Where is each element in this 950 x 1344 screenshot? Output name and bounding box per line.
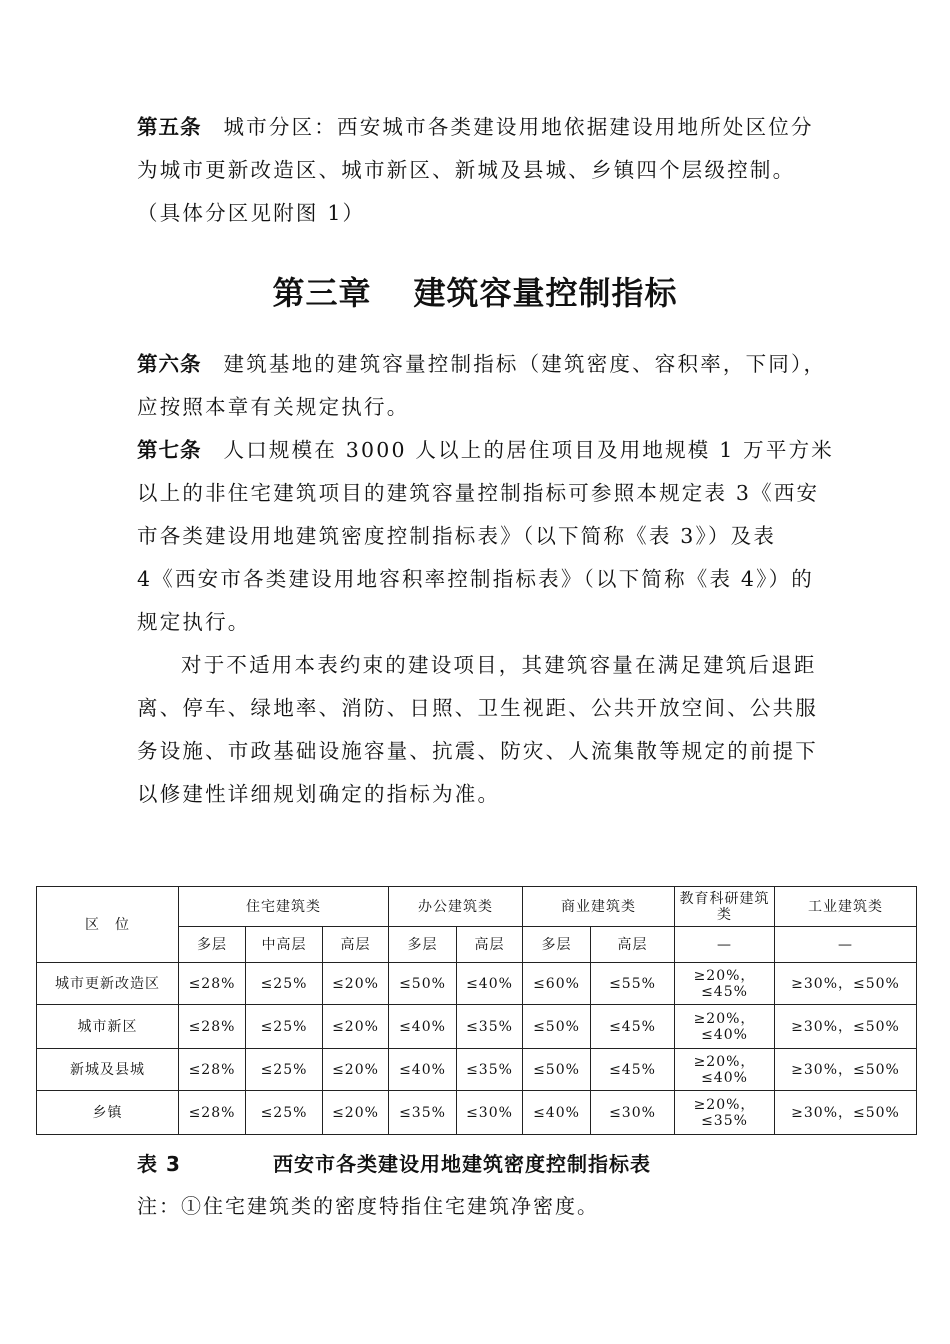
article-5-line-2: 为城市更新改造区、城市新区、新城及县城、乡镇四个层级控制。 [137, 158, 796, 182]
table-cell: ≤45% [591, 1049, 675, 1091]
chapter-heading [0, 268, 950, 314]
table-row [37, 963, 917, 1005]
article-6-line-1: 建筑基地的建筑容量控制指标（建筑密度、容积率，下同）， [223, 352, 827, 376]
table-cell: ≤28% [179, 1091, 246, 1135]
group-office: 办公建筑类 [389, 887, 523, 927]
table-cell: ≤45% [591, 1005, 675, 1049]
article-7-line-4: 4《西安市各类建设用地容积率控制指标表》（以下简称《表 4》）的 [137, 567, 814, 591]
article-7-line-3: 市各类建设用地建筑密度控制指标表》（以下简称《表 3》）及表 [137, 524, 777, 548]
table-row [37, 1005, 917, 1049]
article-6-label: 第六条 [137, 352, 202, 376]
table-cell: ≥20%，≤45% [675, 963, 775, 1005]
article-5 [137, 106, 827, 235]
article-7-label: 第七条 [137, 438, 202, 462]
table-cell: ≤60% [523, 963, 591, 1005]
table-cell: ≤50% [389, 963, 457, 1005]
sub-header: — [775, 927, 917, 963]
sub-header: — [675, 927, 775, 963]
table-cell: ≤20% [323, 1091, 389, 1135]
table-cell: ≥20%，≤40% [675, 1049, 775, 1091]
table-cell: ≤30% [457, 1091, 523, 1135]
sub-header: 高层 [323, 927, 389, 963]
paragraph-line-2: 离、停车、绿地率、消防、日照、卫生视距、公共开放空间、公共服 [137, 696, 818, 720]
table-note: 注：①住宅建筑类的密度特指住宅建筑净密度。 [137, 1194, 599, 1218]
sub-header: 中高层 [246, 927, 323, 963]
article-5-label: 第五条 [137, 115, 202, 139]
table-cell: ≤40% [457, 963, 523, 1005]
body-paragraph [137, 644, 827, 816]
sub-header: 多层 [523, 927, 591, 963]
paragraph-line-4: 以修建性详细规划确定的指标为准。 [137, 782, 501, 806]
table-cell: ≤40% [389, 1049, 457, 1091]
article-7-line-5: 规定执行。 [137, 610, 251, 634]
table-row [37, 1091, 917, 1135]
table-cell: ≤25% [246, 1005, 323, 1049]
article-5-line-1: 城市分区：西安城市各类建设用地依据建设用地所处区位分 [223, 115, 814, 139]
table-row [37, 1049, 917, 1091]
table-cell: ≤20% [323, 963, 389, 1005]
sub-header: 多层 [389, 927, 457, 963]
table-cell: ≤35% [389, 1091, 457, 1135]
sub-header: 多层 [179, 927, 246, 963]
row-area: 城市新区 [37, 1005, 179, 1049]
table-cell: ≥30%，≤50% [775, 1005, 917, 1049]
table-cell: ≤25% [246, 1049, 323, 1091]
paragraph-line-3: 务设施、市政基础设施容量、抗震、防灾、人流集散等规定的前提下 [137, 739, 818, 763]
table-cell: ≤30% [591, 1091, 675, 1135]
sub-header: 高层 [591, 927, 675, 963]
row-area: 城市更新改造区 [37, 963, 179, 1005]
table-header-row [37, 887, 917, 927]
chapter-title: 建筑容量控制指标 [413, 274, 678, 312]
group-education: 教育科研建筑类 [675, 887, 775, 927]
table-cell: ≥30%，≤50% [775, 1049, 917, 1091]
article-7-line-2: 以上的非住宅建筑项目的建筑容量控制指标可参照本规定表 3《西安 [137, 481, 820, 505]
table-cell: ≤40% [523, 1091, 591, 1135]
row-area: 新城及县城 [37, 1049, 179, 1091]
table-cell: ≤40% [389, 1005, 457, 1049]
table-cell: ≤20% [323, 1005, 389, 1049]
table-cell: ≤28% [179, 1049, 246, 1091]
table-cell: ≤50% [523, 1005, 591, 1049]
article-5-line-3: （具体分区见附图 1） [137, 201, 366, 225]
table-cell: ≤55% [591, 963, 675, 1005]
table-caption-number: 表 3 [137, 1152, 181, 1176]
table-cell: ≤50% [523, 1049, 591, 1091]
table-cell: ≤20% [323, 1049, 389, 1091]
group-commercial: 商业建筑类 [523, 887, 675, 927]
article-6 [137, 343, 827, 429]
table-cell: ≤25% [246, 963, 323, 1005]
table-cell: ≤35% [457, 1005, 523, 1049]
table-caption-title: 西安市各类建设用地建筑密度控制指标表 [273, 1152, 651, 1176]
article-7 [137, 429, 834, 644]
table-cell: ≤28% [179, 963, 246, 1005]
article-6-line-2: 应按照本章有关规定执行。 [137, 395, 410, 419]
table-cell: ≥30%，≤50% [775, 963, 917, 1005]
table-cell: ≤35% [457, 1049, 523, 1091]
group-industrial: 工业建筑类 [775, 887, 917, 927]
location-header: 区 位 [37, 887, 179, 963]
sub-header: 高层 [457, 927, 523, 963]
table-cell: ≥20%，≤35% [675, 1091, 775, 1135]
table-cell: ≤25% [246, 1091, 323, 1135]
row-area: 乡镇 [37, 1091, 179, 1135]
table-cell: ≤28% [179, 1005, 246, 1049]
group-residential: 住宅建筑类 [179, 887, 389, 927]
table-cell: ≥30%，≤50% [775, 1091, 917, 1135]
paragraph-line-1: 对于不适用本表约束的建设项目，其建筑容量在满足建筑后退距 [181, 653, 817, 677]
table-cell: ≥20%，≤40% [675, 1005, 775, 1049]
table-caption [137, 1148, 651, 1177]
article-7-line-1: 人口规模在 3000 人以上的居住项目及用地规模 1 万平方米 [223, 438, 834, 462]
chapter-number: 第三章 [272, 274, 372, 312]
density-control-table [36, 886, 917, 1135]
